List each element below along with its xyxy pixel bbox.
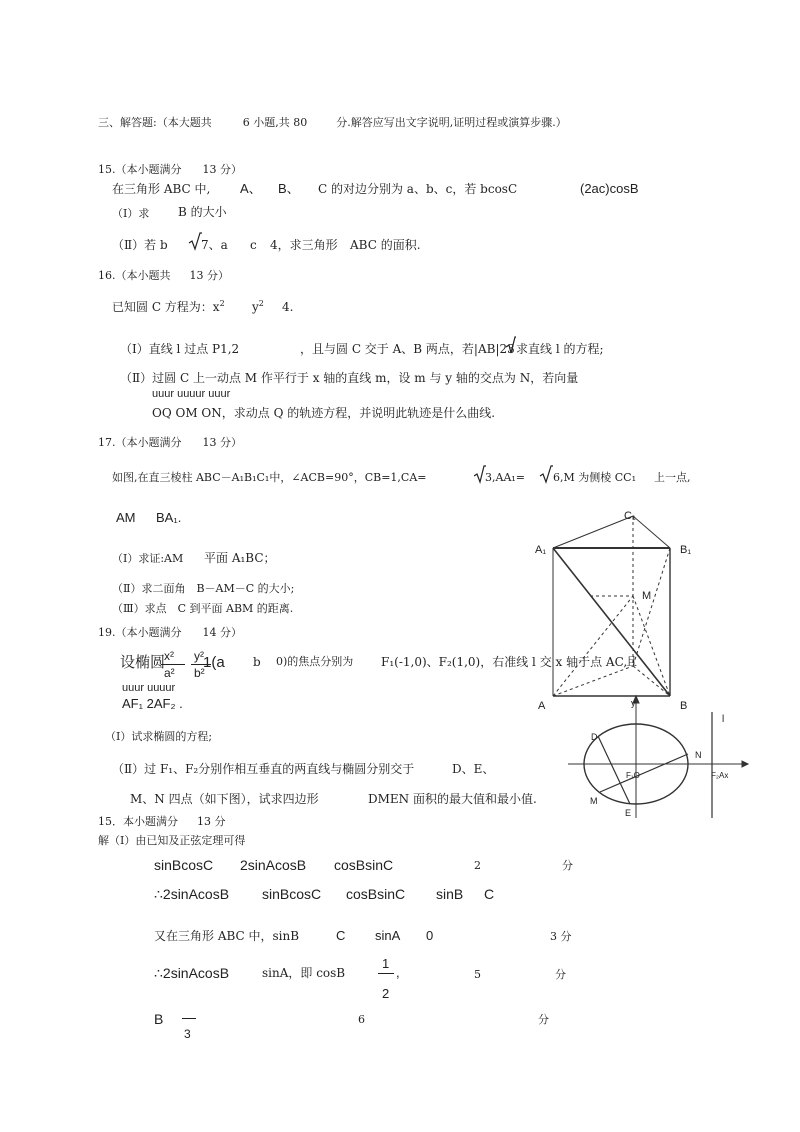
fraction-bar <box>161 664 185 665</box>
sol-eq5-den: 3 <box>184 1027 191 1041</box>
sol-eq4-points: 5 <box>474 968 481 981</box>
sqrt-icon <box>188 231 202 251</box>
p17-cond-b: BA₁. <box>156 510 182 525</box>
p17-score: 13 分） <box>202 436 242 449</box>
label-n: N <box>695 750 702 760</box>
p15-given-c: B、 <box>278 181 300 196</box>
sol-eq2-d: sinB <box>436 886 464 902</box>
p16-q1-a: （Ⅰ）直线 l 过点 P1,2 <box>120 342 240 356</box>
p15-given-a: 在三角形 ABC 中, <box>112 182 211 196</box>
section-header-part2: 6 小题,共 80 <box>242 116 308 129</box>
p16-q2-b: OQ OM ON，求动点 Q 的轨迹方程，并说明此轨迹是什么曲线. <box>152 406 496 420</box>
p19-frac1-num: x² <box>164 649 174 663</box>
p16-given <box>112 300 225 313</box>
p15-q1-b: B 的大小 <box>178 205 227 219</box>
sol-eq3-a: 又在三角形 ABC 中，sinB <box>154 929 300 943</box>
sqrt-icon <box>539 464 553 484</box>
ellipse-figure <box>560 692 760 827</box>
p19-given-f: 且 <box>626 655 637 668</box>
sol-eq5-a: B <box>154 1011 164 1027</box>
section-header-part3: 分.解答应写出文字说明,证明过程或演算步骤.） <box>336 116 567 129</box>
p19-q2-b: D、E、 <box>452 762 495 776</box>
sol-eq1-points: 2 <box>474 859 481 872</box>
p16-title <box>98 270 229 281</box>
sol-eq3-d: 0 <box>426 928 434 943</box>
p19-frac2-den: b² <box>194 666 205 680</box>
p16-given-a: 已知圆 C 方程为：x <box>112 300 220 314</box>
solution-title-b: 13 分 <box>197 815 226 828</box>
p15-q1-a: （Ⅰ）求 <box>112 207 150 220</box>
section-header-part1: 三、解答题:（本大题共 <box>98 116 212 129</box>
sol-eq4-unit: 分 <box>555 968 566 981</box>
p15-title-text: 15.（本小题满分 <box>98 163 182 176</box>
section-header <box>98 117 567 128</box>
sol-eq3-c: sinA <box>375 928 401 943</box>
label-b: B <box>680 700 688 712</box>
p17-given-a: 如图,在直三棱柱 ABC－A₁B₁C₁中，∠ACB=90°，CB=1,CA= <box>112 471 427 484</box>
p15-given-d: C 的对边分别为 a、b、c，若 bcosC <box>318 182 518 196</box>
sol-eq2-a: ∴2sinAcosB <box>154 886 230 902</box>
label-a1: A₁ <box>535 544 547 556</box>
p16-given-sup: 2 <box>219 299 225 308</box>
label-a: A <box>538 700 546 712</box>
sol-eq1-b: 2sinAcosB <box>240 857 307 873</box>
p15-q2-e: ABC 的面积. <box>350 238 421 252</box>
label-e: E <box>625 808 632 818</box>
p19-frac1-den: a² <box>164 666 175 680</box>
label-b1: B₁ <box>680 544 692 556</box>
p16-given-b: y <box>252 300 259 314</box>
sol-eq2-c: cosBsinC <box>346 886 406 902</box>
prism-figure <box>530 506 710 716</box>
p19-frac2-num: y² <box>194 649 204 663</box>
p17-q1-a: （Ⅰ）求证:AM <box>112 552 184 565</box>
label-m: M <box>642 590 652 602</box>
label-f1o: F₁O <box>626 771 640 780</box>
label-l: l <box>722 714 725 725</box>
sqrt-icon <box>506 335 516 355</box>
p17-cond-a: AM <box>116 510 136 525</box>
sol-eq2-b: sinBcosC <box>262 886 322 902</box>
label-m: M <box>590 796 598 806</box>
fraction-bar <box>378 973 394 974</box>
label-c1: C₁ <box>624 510 636 522</box>
fraction-bar <box>182 1018 196 1019</box>
p17-q3: （Ⅲ）求点 C 到平面 ABM 的距离. <box>112 602 294 615</box>
p15-given-b: A、 <box>240 181 262 196</box>
p15-given-e: (2ac)cosB <box>580 181 639 196</box>
sol-eq4-comma: , <box>396 965 400 980</box>
p19-given-a: 设椭圆 <box>120 653 166 671</box>
sol-eq1-a: sinBcosC <box>154 857 214 873</box>
p16-q2: （Ⅱ）过圆 C 上一动点 M 作平行于 x 轴的直线 m，设 m 与 y 轴的交点为 N，若向量 <box>120 371 579 385</box>
p16-q1-b: ，且与圆 C 交于 A、B 两点，若|AB|23 <box>300 342 515 356</box>
p19-given-e: F₁(-1,0)、F₂(1,0)，右准线 l 交 x 轴于点 AC, <box>381 655 628 669</box>
p19-given-c: b <box>253 655 261 669</box>
p17-title-text: 17.（本小题满分 <box>98 436 182 449</box>
p16-vector-arrows: uuur uuuur uuur <box>152 388 231 400</box>
sol-eq5-points: 6 <box>358 1013 365 1026</box>
p17-q1-b: 平面 A₁BC； <box>204 551 276 565</box>
p17-given-b: 3,AA₁= <box>485 471 526 484</box>
label-f2ax: F₂Ax <box>711 771 729 780</box>
p16-given-y <box>252 300 264 313</box>
sol-eq1-c: cosBsinC <box>334 857 394 873</box>
p17-given-c: 6,M 为侧棱 CC₁ <box>553 471 636 484</box>
p19-q2-a: （Ⅱ）过 F₁、F₂分别作相互垂直的两直线与椭圆分别交于 <box>112 762 415 776</box>
p19-given-d: 0)的焦点分别为 <box>276 655 354 668</box>
sol-eq4-num: 1 <box>382 956 390 971</box>
p17-q2: （Ⅱ）求二面角 B－AM－C 的大小; <box>112 582 295 595</box>
sol-eq1-unit: 分 <box>562 859 573 872</box>
p19-q2-d: DMEN 面积的最大值和最小值. <box>368 792 537 806</box>
p16-given-sup2: 2 <box>258 299 264 308</box>
solution-intro: 解（Ⅰ）由已知及正弦定理可得 <box>98 834 246 847</box>
sol-eq3-b: C <box>336 928 346 943</box>
solution-title <box>98 816 226 827</box>
p17-given-d: 上一点, <box>654 471 691 484</box>
p17-title <box>98 437 242 448</box>
p15-score: 13 分） <box>202 163 242 176</box>
sol-eq3-points: 3 分 <box>550 930 572 943</box>
p15-q2-c: c <box>250 238 257 252</box>
p15-q2-b: 7、a <box>201 238 228 252</box>
p16-q1-c: 求直线 l 的方程; <box>516 342 604 356</box>
p19-vector-arrows: uuur uuuur <box>122 682 176 694</box>
p19-score: 14 分） <box>202 626 242 639</box>
sol-eq4-b: sinA，即 cosB <box>262 966 346 980</box>
sol-eq2-e: C <box>484 886 495 902</box>
p19-given-b: 1(a <box>203 654 225 671</box>
p19-title-text: 19.（本小题满分 <box>98 626 182 639</box>
label-d: D <box>591 732 598 742</box>
p19-q2-c: M、N 四点（如下图），试求四边形 <box>130 792 319 806</box>
p19-q1: （Ⅰ）试求椭圆的方程; <box>105 730 213 743</box>
sol-eq4-a: ∴2sinAcosB <box>154 965 230 981</box>
label-y: y <box>631 698 636 708</box>
p15-given <box>112 183 210 195</box>
p16-score: 13 分） <box>189 269 229 282</box>
p19-title <box>98 627 242 638</box>
p15-q2-d: 4，求三角形 <box>270 238 338 252</box>
sol-eq4-den: 2 <box>382 986 390 1001</box>
p19-vector-eq: AF₁ 2AF₂ . <box>122 696 183 711</box>
p16-title-text: 16.（本小题共 <box>98 269 171 282</box>
p16-given-c: 4. <box>282 300 294 314</box>
sol-eq5-unit: 分 <box>538 1013 549 1026</box>
p15-title <box>98 164 242 175</box>
solution-title-a: 15．本小题满分 <box>98 815 178 828</box>
p15-q2-a: （Ⅱ）若 b <box>112 238 168 252</box>
